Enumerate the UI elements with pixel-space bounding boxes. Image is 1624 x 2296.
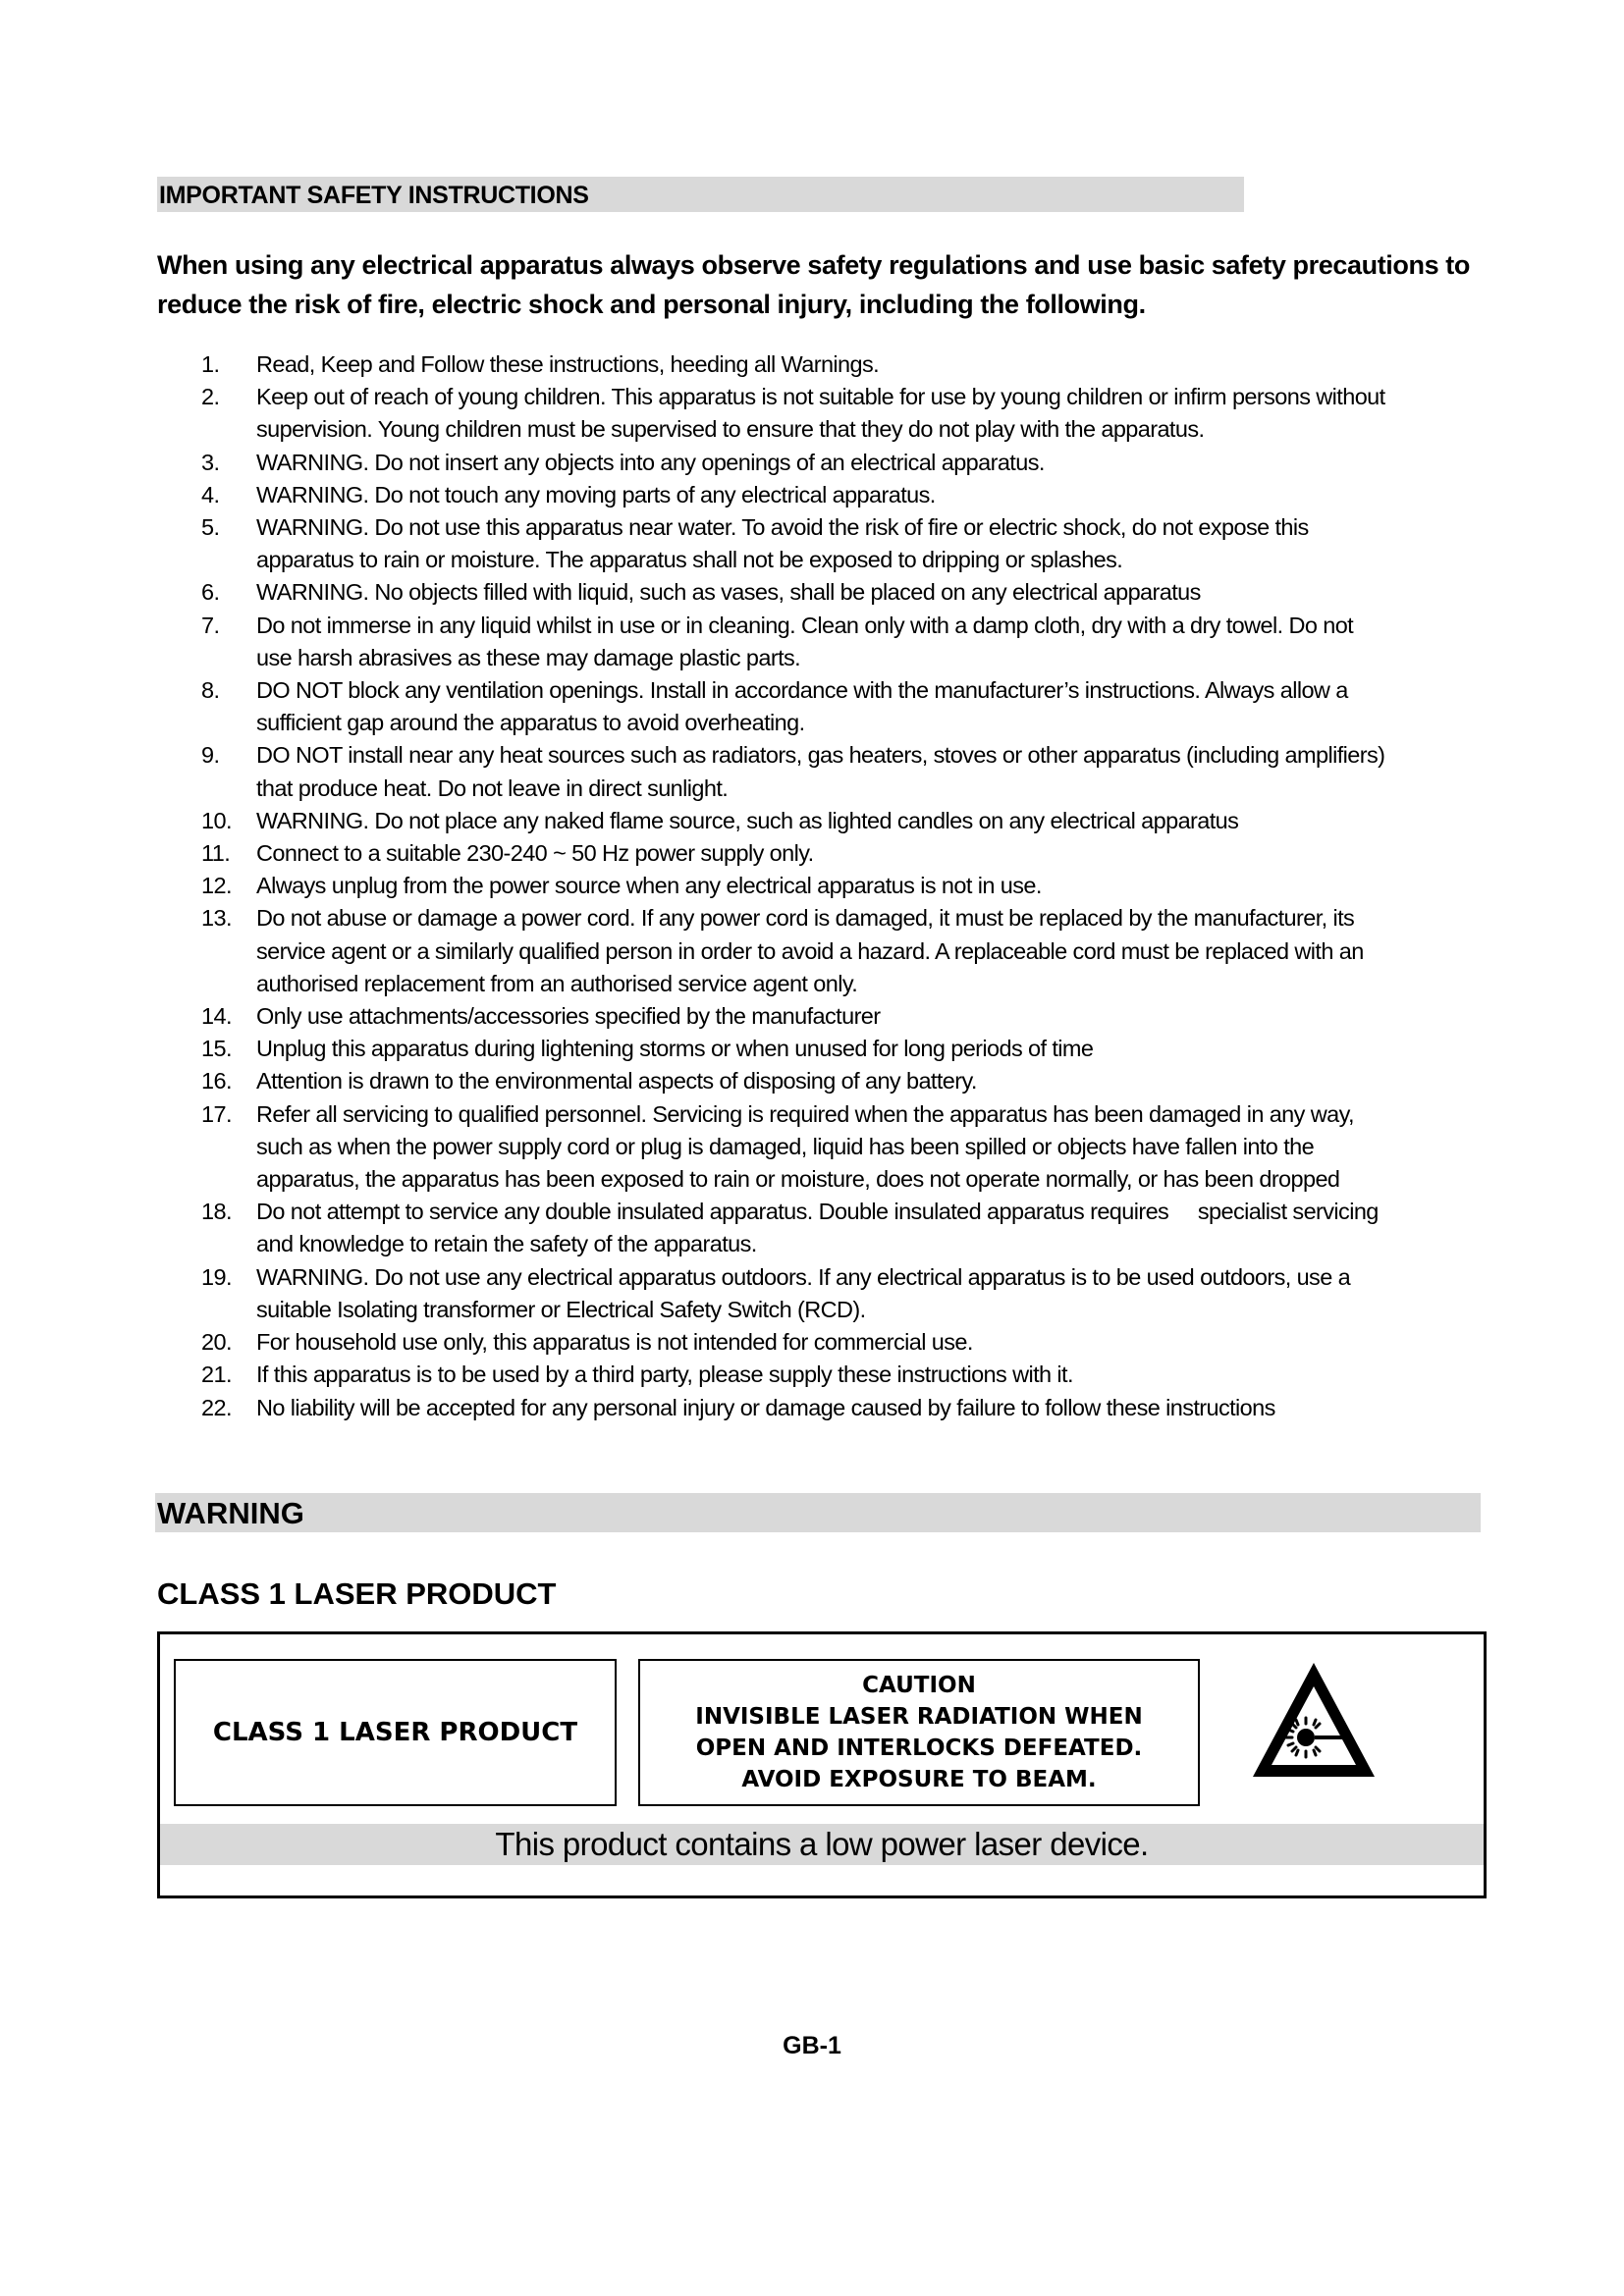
- instruction-item: [201, 1098, 1488, 1197]
- instruction-line: Do not abuse or damage a power cord. If any power cord is damaged, it must be replaced by the manufacturer, its: [256, 905, 1355, 932]
- caution-line: INVISIBLE LASER RADIATION WHEN: [695, 1704, 1143, 1730]
- instruction-text: [256, 1000, 1488, 1033]
- laser-product-heading: CLASS 1 LASER PRODUCT: [157, 1576, 557, 1611]
- instruction-item: [201, 1065, 1488, 1097]
- class1-label-box: [174, 1659, 617, 1806]
- instruction-line: WARNING. Do not use this apparatus near water. To avoid the risk of fire or electric shock, do not expose this: [256, 514, 1309, 541]
- instruction-number: 6.: [201, 579, 220, 606]
- instruction-line: apparatus, the apparatus has been exposed to rain or moisture, does not operate normally, or has been dropped: [256, 1166, 1340, 1193]
- instruction-line: and knowledge to retain the safety of the apparatus.: [256, 1231, 757, 1257]
- instruction-line: such as when the power supply cord or plug is damaged, liquid has been spilled or objects have fallen into the: [256, 1133, 1315, 1159]
- instruction-line: Unplug this apparatus during lightening storms or when unused for long periods of time: [256, 1036, 1094, 1062]
- instruction-item: [201, 610, 1488, 674]
- instruction-text: [256, 1033, 1488, 1065]
- instruction-text: [256, 674, 1488, 739]
- instruction-text: [256, 870, 1488, 902]
- instruction-item: [201, 348, 1488, 381]
- section-title: IMPORTANT SAFETY INSTRUCTIONS: [157, 177, 1244, 212]
- instruction-text: [256, 1392, 1488, 1424]
- instruction-item: [201, 837, 1488, 870]
- instruction-item: [201, 381, 1488, 446]
- instruction-number: 8.: [201, 677, 220, 704]
- instruction-text: [256, 1065, 1488, 1097]
- instruction-text: [256, 479, 1488, 511]
- instruction-text: [256, 576, 1488, 609]
- instruction-text: [256, 1261, 1488, 1326]
- instruction-line: For household use only, this apparatus is not intended for commercial use.: [256, 1329, 973, 1356]
- instruction-line: Refer all servicing to qualified personnel. Servicing is required when the apparatus has been damaged in any way,: [256, 1100, 1354, 1127]
- instruction-number: 18.: [201, 1199, 232, 1225]
- instruction-number: 21.: [201, 1362, 232, 1388]
- laser-note-text: This product contains a low power laser device.: [495, 1826, 1149, 1862]
- instruction-item: [201, 1033, 1488, 1065]
- instruction-line: If this apparatus is to be used by a third party, please supply these instructions with it.: [256, 1362, 1073, 1388]
- instruction-item: [201, 902, 1488, 1000]
- laser-hazard-icon: [1247, 1655, 1380, 1798]
- instruction-number: 14.: [201, 1003, 232, 1030]
- instruction-line: sufficient gap around the apparatus to avoid overheating.: [256, 710, 805, 736]
- instruction-item: [201, 1261, 1488, 1326]
- instruction-number: 9.: [201, 742, 220, 769]
- instruction-item: [201, 739, 1488, 804]
- instruction-line: WARNING. Do not insert any objects into any openings of an electrical apparatus.: [256, 449, 1045, 475]
- instruction-line: supervision. Young children must be supervised to ensure that they do not play with the apparatus.: [256, 416, 1205, 443]
- instructions-list: [201, 348, 1488, 1424]
- instruction-item: [201, 447, 1488, 479]
- instruction-line: that produce heat. Do not leave in direct sunlight.: [256, 774, 729, 801]
- instruction-item: [201, 870, 1488, 902]
- instruction-item: [201, 576, 1488, 609]
- instruction-line: authorised replacement from an authorised service agent only.: [256, 970, 858, 996]
- instruction-number: 2.: [201, 384, 220, 410]
- instruction-number: 4.: [201, 481, 220, 507]
- instruction-item: [201, 805, 1488, 837]
- instruction-line: Only use attachments/accessories specified by the manufacturer: [256, 1003, 881, 1030]
- instruction-text: [256, 1196, 1488, 1260]
- caution-label-box: [638, 1659, 1200, 1806]
- instruction-line: Keep out of reach of young children. This apparatus is not suitable for use by young children or infirm persons without: [256, 384, 1385, 410]
- instruction-text: [256, 805, 1488, 837]
- caution-line: OPEN AND INTERLOCKS DEFEATED.: [695, 1735, 1143, 1761]
- instruction-item: [201, 674, 1488, 739]
- instruction-text: [256, 1326, 1488, 1359]
- instruction-number: 11.: [201, 840, 231, 867]
- instruction-line: apparatus to rain or moisture. The apparatus shall not be exposed to dripping or splashes.: [256, 547, 1123, 573]
- instruction-text: [256, 381, 1488, 446]
- laser-note: [160, 1824, 1484, 1865]
- instruction-number: 3.: [201, 449, 220, 475]
- caution-line: AVOID EXPOSURE TO BEAM.: [741, 1767, 1097, 1792]
- instruction-line: Do not attempt to service any double insulated apparatus. Double insulated apparatus requires specialist servicing: [256, 1199, 1379, 1225]
- instruction-line: suitable Isolating transformer or Electrical Safety Switch (RCD).: [256, 1296, 866, 1322]
- instruction-line: Read, Keep and Follow these instructions, heeding all Warnings.: [256, 351, 880, 377]
- instruction-number: 1.: [201, 351, 220, 377]
- instruction-item: [201, 1392, 1488, 1424]
- instruction-line: WARNING. No objects filled with liquid, such as vases, shall be placed on any electrical apparatus: [256, 579, 1201, 606]
- warning-title: WARNING: [155, 1493, 1481, 1532]
- instruction-number: 19.: [201, 1263, 232, 1290]
- instruction-number: 10.: [201, 807, 232, 833]
- intro-paragraph: When using any electrical apparatus always observe safety regulations and use basic safety precautions to reduce the risk of fire, electric shock and personal injury, including the following.: [157, 250, 1470, 319]
- instruction-number: 5.: [201, 514, 220, 541]
- instruction-item: [201, 479, 1488, 511]
- instruction-line: WARNING. Do not place any naked flame source, such as lighted candles on any electrical apparatus: [256, 807, 1239, 833]
- instruction-line: No liability will be accepted for any personal injury or damage caused by failure to follow these instructions: [256, 1394, 1275, 1420]
- instruction-line: Connect to a suitable 230-240 ~ 50 Hz power supply only.: [256, 840, 814, 867]
- instruction-line: DO NOT install near any heat sources such as radiators, gas heaters, stoves or other apparatus (including amplifiers): [256, 742, 1385, 769]
- instruction-number: 15.: [201, 1036, 232, 1062]
- instruction-line: WARNING. Do not use any electrical apparatus outdoors. If any electrical apparatus is to be used outdoors, use a: [256, 1263, 1351, 1290]
- instruction-line: Do not immerse in any liquid whilst in use or in cleaning. Clean only with a damp cloth, dry with a dry towel. Do not: [256, 612, 1354, 638]
- instruction-item: [201, 1326, 1488, 1359]
- instruction-line: use harsh abrasives as these may damage plastic parts.: [256, 644, 801, 670]
- instruction-number: 20.: [201, 1329, 232, 1356]
- instruction-text: [256, 1359, 1488, 1391]
- page-number: GB-1: [783, 2032, 841, 2059]
- instruction-text: [256, 739, 1488, 804]
- instruction-text: [256, 511, 1488, 576]
- instruction-text: [256, 348, 1488, 381]
- instruction-line: DO NOT block any ventilation openings. Install in accordance with the manufacturer’s instructions. Always allow a: [256, 677, 1348, 704]
- instruction-text: [256, 447, 1488, 479]
- caution-line: CAUTION: [862, 1673, 976, 1698]
- instruction-number: 17.: [201, 1100, 232, 1127]
- instruction-line: Attention is drawn to the environmental aspects of disposing of any battery.: [256, 1068, 977, 1095]
- instruction-item: [201, 511, 1488, 576]
- instruction-text: [256, 902, 1488, 1000]
- instruction-line: service agent or a similarly qualified person in order to avoid a hazard. A replaceable cord must be replaced with an: [256, 937, 1364, 964]
- instruction-text: [256, 837, 1488, 870]
- instruction-number: 7.: [201, 612, 220, 638]
- instruction-number: 13.: [201, 905, 232, 932]
- instruction-number: 16.: [201, 1068, 232, 1095]
- instruction-item: [201, 1000, 1488, 1033]
- instruction-number: 12.: [201, 873, 232, 899]
- instruction-text: [256, 610, 1488, 674]
- instruction-item: [201, 1359, 1488, 1391]
- class1-label-text: CLASS 1 LASER PRODUCT: [212, 1718, 578, 1747]
- instruction-number: 22.: [201, 1394, 232, 1420]
- instruction-line: WARNING. Do not touch any moving parts of any electrical apparatus.: [256, 481, 936, 507]
- instruction-item: [201, 1196, 1488, 1260]
- instruction-line: Always unplug from the power source when any electrical apparatus is not in use.: [256, 873, 1042, 899]
- instruction-text: [256, 1098, 1488, 1197]
